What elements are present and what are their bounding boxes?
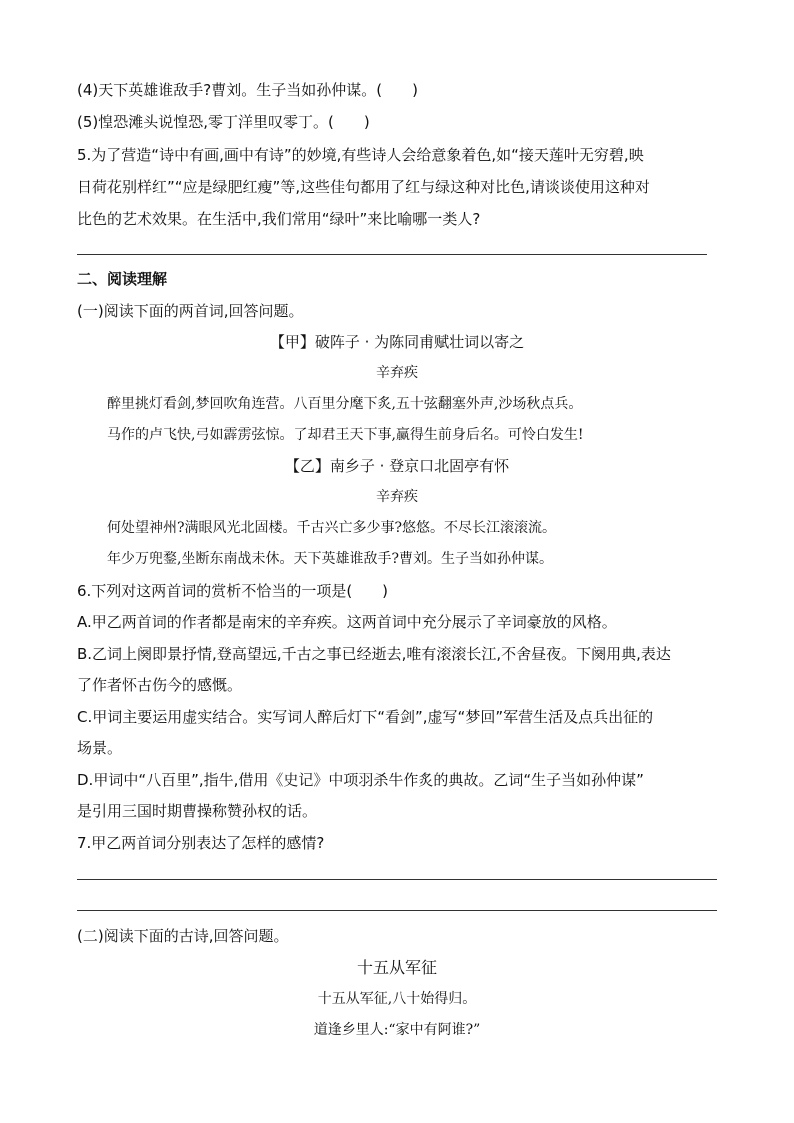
poem-jia-line: 醉里挑灯看剑,梦回吹角连营。八百里分麾下炙,五十弦翻塞外声,沙场秋点兵。	[107, 396, 583, 412]
question-5: (5)惶恐滩头说惶恐,零丁洋里叹零丁。( )	[77, 113, 370, 131]
answer-line	[77, 910, 717, 911]
option-d-cont: 是引用三国时期曹操称赞孙权的话。	[77, 802, 318, 820]
poem-shiwu-title: 十五从军征	[356, 958, 437, 977]
section-heading: 二、阅读理解	[77, 270, 168, 288]
part1-intro: (一)阅读下面的两首词,回答问题。	[77, 302, 304, 320]
answer-line	[77, 254, 707, 255]
question-4: (4)天下英雄谁敌手?曹刘。生子当如孙仲谋。( )	[77, 81, 418, 99]
poem-jia-author: 辛弃疾	[376, 365, 418, 381]
poem-yi-line: 年少万兜鍪,坐断东南战未休。天下英雄谁敌手?曹刘。生子当如孙仲谋。	[107, 551, 553, 567]
poem-shiwu-line: 道逢乡里人:“家中有阿谁?”	[313, 1022, 481, 1038]
part2-intro: (二)阅读下面的古诗,回答问题。	[77, 927, 289, 945]
option-c-cont: 场景。	[77, 739, 123, 757]
poem-shiwu-line: 十五从军征,八十始得归。	[317, 991, 477, 1007]
poem-yi-title: 【乙】南乡子 · 登京口北固亭有怀	[284, 457, 510, 475]
question-7: 7.甲乙两首词分别表达了怎样的感情?	[77, 834, 325, 852]
option-d: D.甲词中“八百里”,指牛,借用《史记》中项羽杀牛作炙的典故。乙词“生子当如孙仲谋”	[77, 771, 644, 789]
question-6: 6.下列对这两首词的赏析不恰当的一项是( )	[77, 582, 389, 600]
option-b: B.乙词上阕即景抒情,登高望远,千古之事已经逝去,唯有滚滚长江,不舍昼夜。下阕用典,表达	[77, 645, 671, 663]
poem-jia-line: 马作的卢飞快,弓如霹雳弦惊。了却君王天下事,赢得生前身后名。可怜白发生!	[107, 427, 584, 443]
option-b-cont: 了作者怀古伤今的感慨。	[77, 676, 243, 694]
answer-line	[77, 879, 717, 880]
item-5-line: 比色的艺术效果。在生活中,我们常用“绿叶”来比喻哪一类人?	[77, 210, 481, 228]
item-5-line: 5.为了营造“诗中有画,画中有诗”的妙境,有些诗人会给意象着色,如“接天莲叶无穷碧,映	[77, 146, 644, 164]
poem-yi-line: 何处望神州?满眼风光北固楼。千古兴亡多少事?悠悠。不尽长江滚滚流。	[107, 520, 557, 536]
option-a: A.甲乙两首词的作者都是南宋的辛弃疾。这两首词中充分展示了辛词豪放的风格。	[77, 613, 617, 631]
option-c: C.甲词主要运用虚实结合。实写词人醉后灯下“看剑”,虚写“梦回”军营生活及点兵出征的	[77, 708, 654, 726]
poem-yi-author: 辛弃疾	[376, 489, 418, 505]
item-5-line: 日荷花别样红”“应是绿肥红瘦”等,这些佳句都用了红与绿这种对比色,请谈谈使用这种对	[77, 178, 650, 196]
poem-jia-title: 【甲】破阵子 · 为陈同甫赋壮词以寄之	[269, 333, 525, 351]
